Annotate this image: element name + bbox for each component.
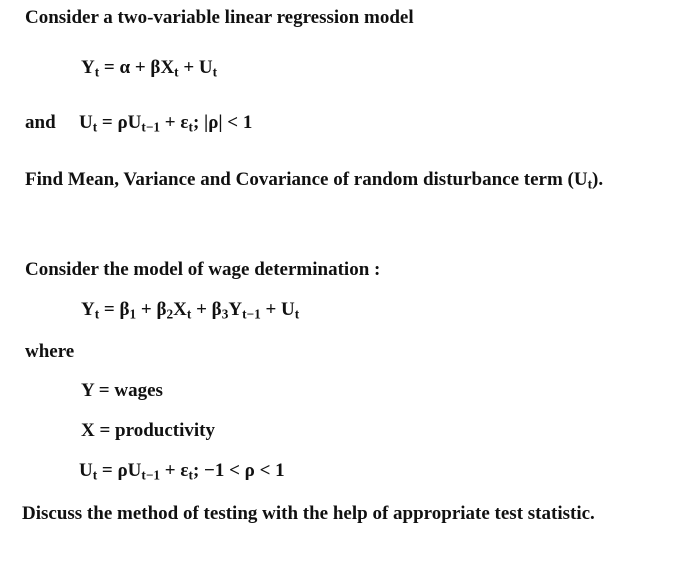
q1-disturbance-equation: $U_t = \rho U_{t-1} + \varepsilon_t$; |ρ| < 1 (79, 112, 253, 135)
q1-regression-equation: $Y_t = \alpha + \beta X_t + U_t$ (81, 57, 218, 80)
q2-def-x: X = productivity (81, 420, 215, 441)
q2-wage-equation: $Y_t = \beta_1 + \beta_2X_t + \beta_3Y_{t-1} + U_t$ (81, 299, 300, 322)
q2-disturbance-equation: $U_t = \rho U_{t-1} + \varepsilon_t$; −1 < ρ < 1 (79, 460, 285, 483)
q2-def-y: Y = wages (81, 380, 163, 401)
q1-task: Find Mean, Variance and Covariance of random disturbance term $(U_t)$. (25, 169, 604, 192)
q2-where-label: where (25, 341, 75, 362)
q1-intro: Consider a two-variable linear regression model (25, 7, 414, 28)
q1-and-label: and (25, 112, 56, 133)
q2-intro: Consider the model of wage determination : (25, 259, 381, 280)
q2-task: Discuss the method of testing with the help of appropriate test statistic. (22, 503, 595, 524)
